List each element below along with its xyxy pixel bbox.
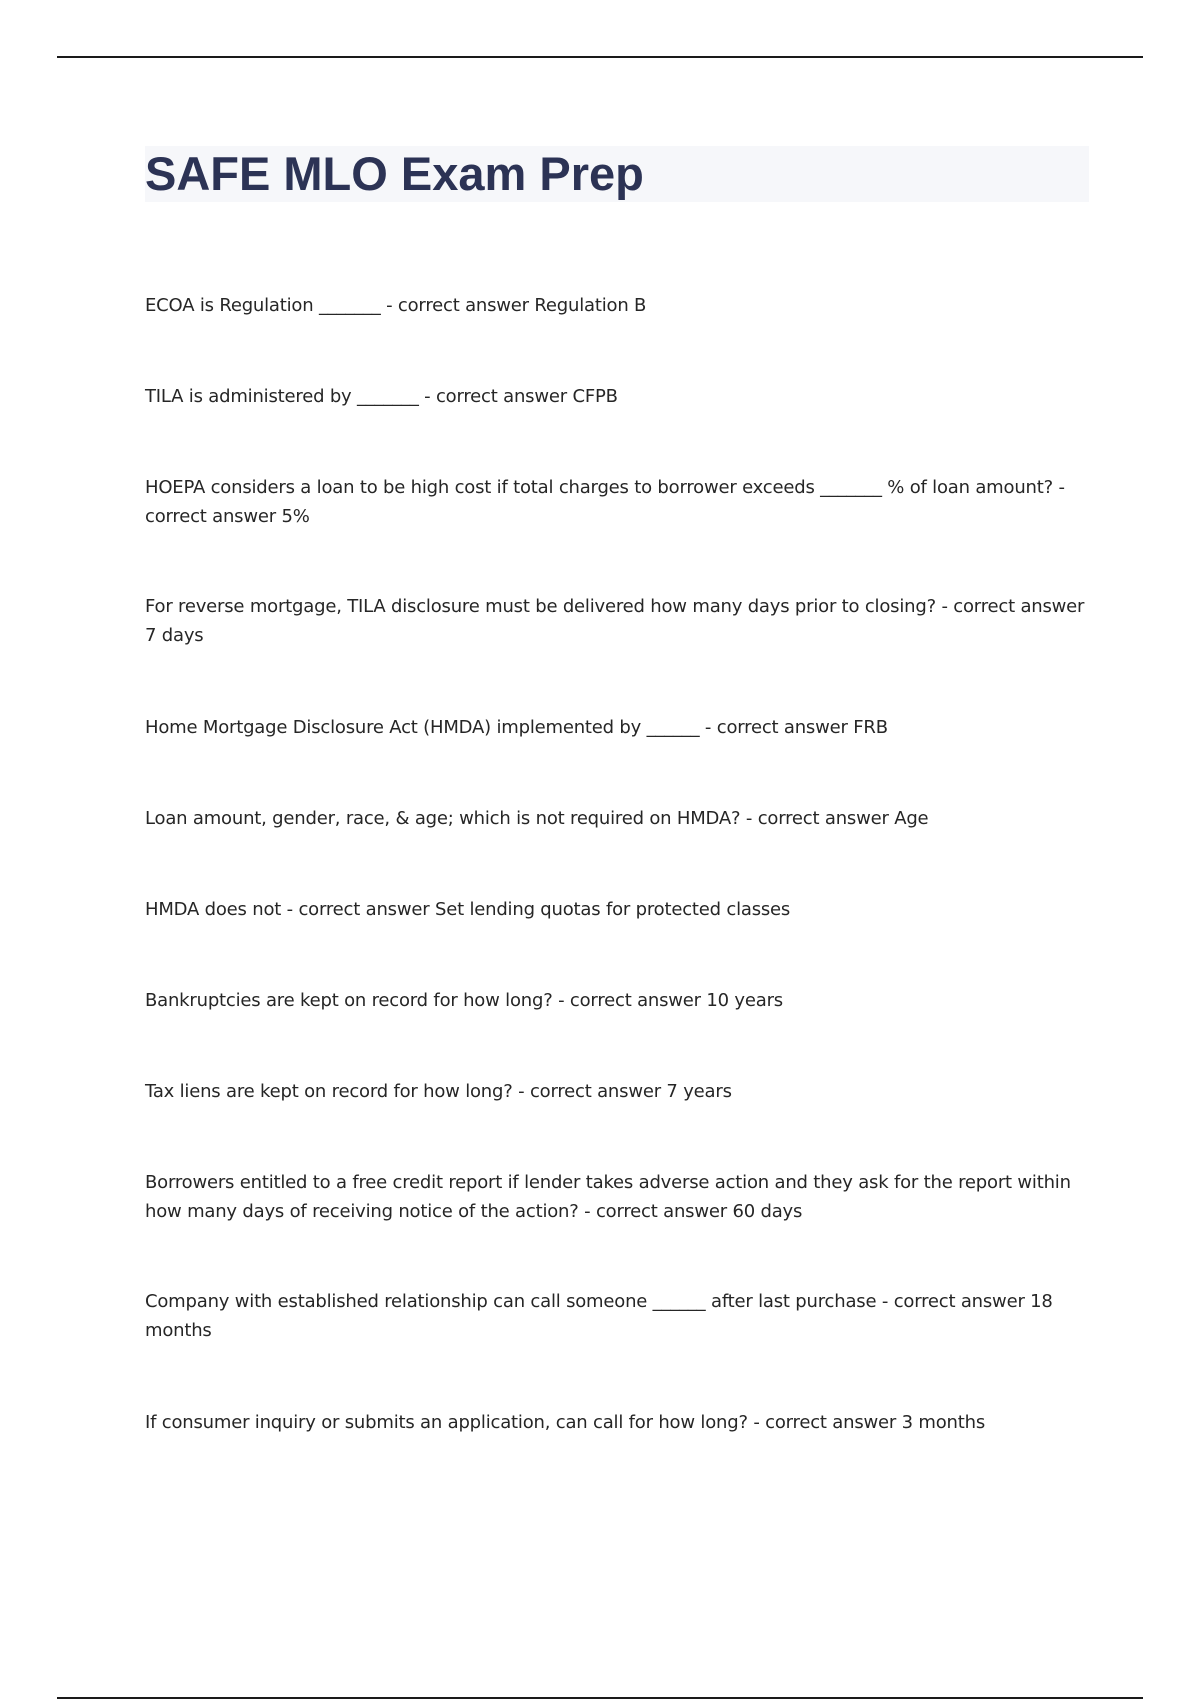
qa-item	[145, 291, 1085, 320]
page-title: SAFE MLO Exam Prep	[145, 147, 644, 200]
question: If consumer inquiry or submits an application, can call for how long? -	[145, 1412, 760, 1433]
question: Bankruptcies are kept on record for how long? -	[145, 990, 565, 1011]
answer: correct answer FRB	[716, 717, 888, 738]
question: Loan amount, gender, race, & age; which is not required on HMDA? -	[145, 808, 753, 829]
question: For reverse mortgage, TILA disclosure must be delivered how many days prior to closing? -	[145, 596, 948, 617]
question: TILA is administered by _______ -	[145, 386, 431, 407]
question: ECOA is Regulation _______ -	[145, 295, 393, 316]
answer: correct answer 7 years	[529, 1081, 732, 1102]
answer: correct answer Age	[757, 808, 929, 829]
answer: correct answer 3 months	[765, 1412, 986, 1433]
answer: correct answer Regulation B	[397, 295, 647, 316]
answer: correct answer 5%	[145, 506, 310, 527]
top-rule	[57, 56, 1143, 58]
qa-item	[145, 592, 1085, 650]
qa-item	[145, 1408, 1085, 1437]
qa-item	[145, 713, 1085, 742]
question: Borrowers entitled to a free credit report if lender takes adverse action and they ask for the report within how many days of receiving notice of the action? -	[145, 1172, 1071, 1222]
qa-item	[145, 804, 1085, 833]
answer: correct answer 7 days	[145, 596, 1085, 646]
answer: correct answer 10 years	[569, 990, 783, 1011]
answer: correct answer 60 days	[595, 1201, 803, 1222]
answer: correct answer 18 months	[145, 1291, 1053, 1341]
question: HMDA does not -	[145, 899, 293, 920]
qa-item	[145, 473, 1085, 531]
question: Home Mortgage Disclosure Act (HMDA) implemented by ______ -	[145, 717, 712, 738]
bottom-rule	[57, 1697, 1143, 1699]
qa-item	[145, 895, 1085, 924]
qa-item	[145, 1287, 1085, 1345]
question: HOEPA considers a loan to be high cost if total charges to borrower exceeds _______ % of loan amount? -	[145, 477, 1065, 498]
qa-item	[145, 1077, 1085, 1106]
qa-item	[145, 382, 1085, 411]
qa-item	[145, 986, 1085, 1015]
question: Company with established relationship can call someone ______ after last purchase -	[145, 1291, 889, 1312]
answer: correct answer CFPB	[435, 386, 618, 407]
qa-item	[145, 1168, 1085, 1226]
answer: correct answer Set lending quotas for protected classes	[298, 899, 791, 920]
question: Tax liens are kept on record for how long? -	[145, 1081, 525, 1102]
